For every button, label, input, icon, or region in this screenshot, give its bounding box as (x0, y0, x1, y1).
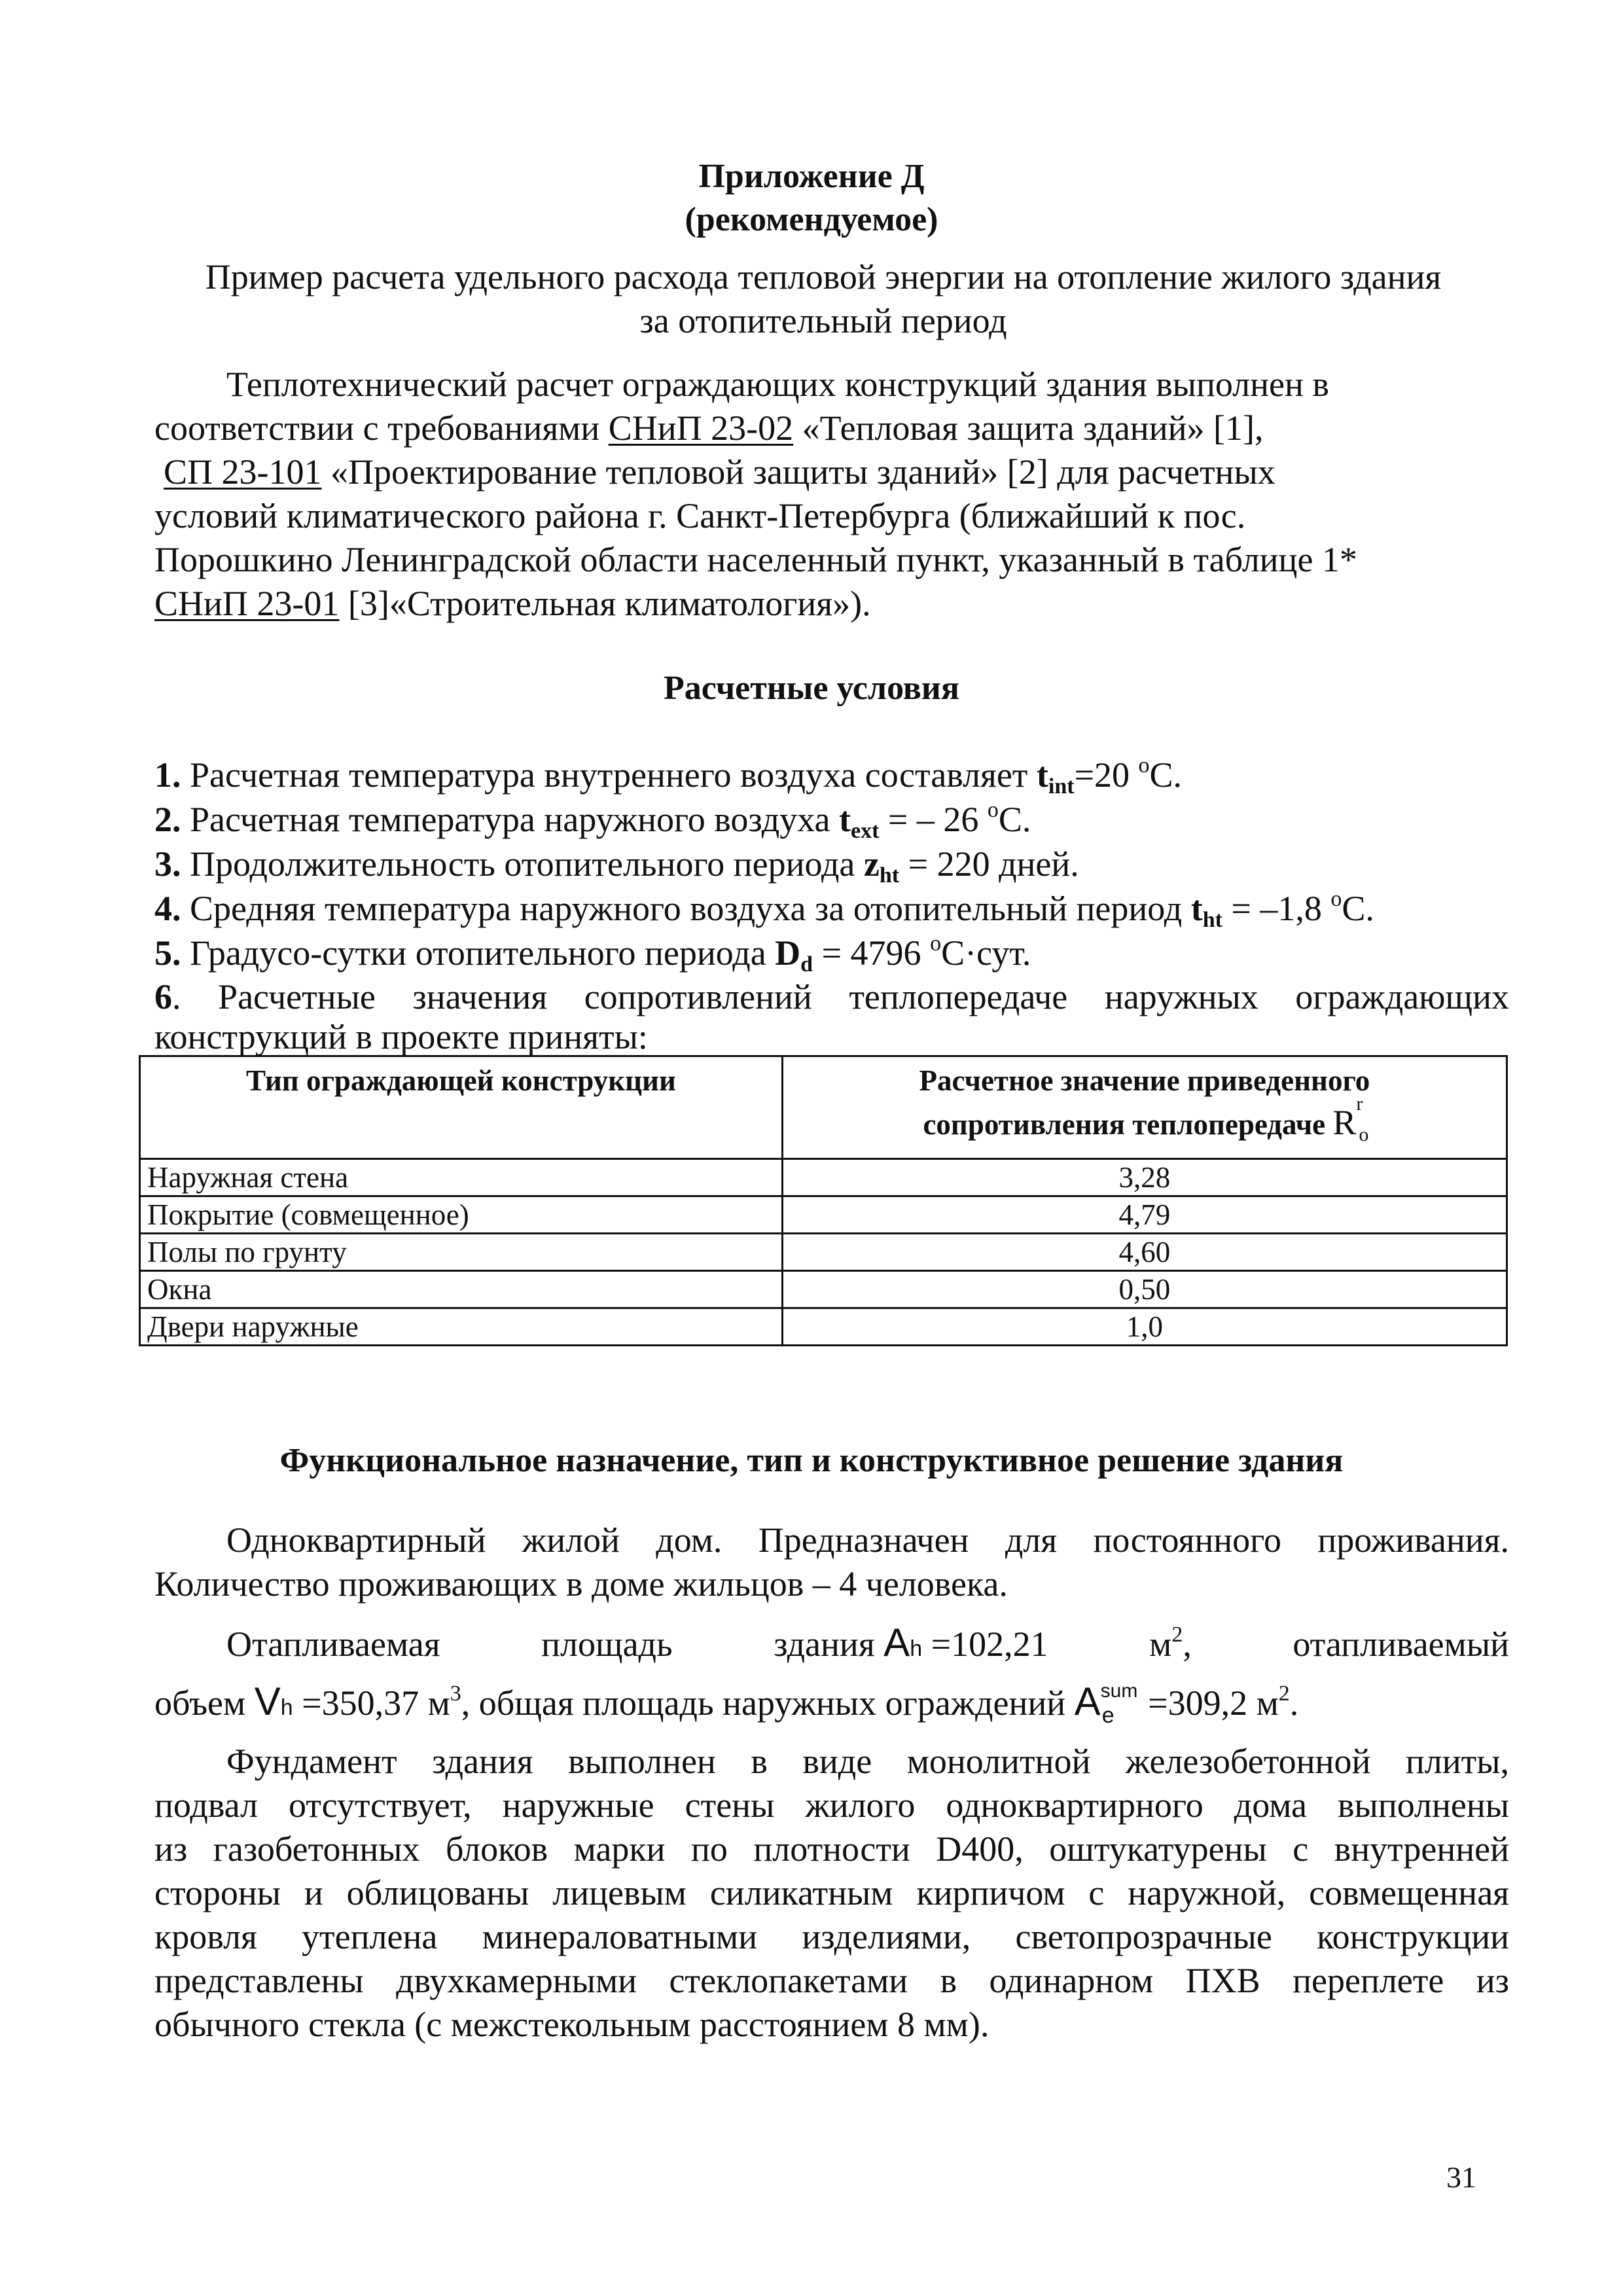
intro-line-1: Теплотехнический расчет ограждающих конструкций здания выполнен в (226, 365, 1329, 404)
appendix-subtitle: (рекомендуемое) (685, 201, 938, 238)
item-symbol: z (863, 844, 880, 884)
item-text: Градусо-сутки отопительного периода (181, 933, 776, 973)
cell-value: 4,79 (782, 1196, 1507, 1234)
ae-letter: A (1074, 1679, 1101, 1723)
appendix-title: Приложение Д (698, 158, 925, 195)
header-text: сопротивления теплопередаче (923, 1108, 1333, 1141)
table-row (140, 1196, 1507, 1234)
item-number: 6 (154, 977, 172, 1016)
item-unit: С. (1149, 755, 1183, 795)
functional-paragraph-4 (154, 1740, 1509, 2047)
ae-value: =309,2 м (1139, 1683, 1279, 1723)
item-value: = 220 дней. (899, 844, 1079, 884)
intro-line-3 (154, 450, 1509, 494)
intro-line-5: Порошкино Ленинградской области населенный пункт, указанный в таблице 1* (154, 540, 1357, 579)
item-value: = –1,8 (1222, 889, 1331, 928)
ae-symbol (1074, 1679, 1138, 1728)
intro-text: [3]«Строительная климатология»). (339, 584, 871, 623)
area-word-4: отапливаемый (1293, 1624, 1509, 1664)
item-symbol: t (839, 800, 851, 839)
ah-value: =102,21 (922, 1624, 1048, 1664)
table-row (140, 1308, 1507, 1346)
item-symbol: D (775, 933, 801, 973)
degree-mark: o (1138, 753, 1150, 778)
cell-value: 0,50 (782, 1271, 1507, 1308)
area-word-1: Отапливаемая (226, 1624, 440, 1664)
r-symbol (1332, 1093, 1369, 1145)
item-number: 5. (154, 933, 181, 973)
r-letter: R (1332, 1103, 1357, 1142)
cell-type: Наружная стена (140, 1159, 783, 1196)
p4-line: Фундамент здания выполнен в виде монолитной железобетонной плиты, (226, 1742, 1509, 1781)
intro-text: соответствии с требованиями (154, 408, 609, 448)
area-word-3-with-value (774, 1621, 1048, 1671)
snip-23-01-link[interactable]: СНиП 23-01 (154, 584, 340, 623)
cell-value: 1,0 (782, 1308, 1507, 1346)
area-unit (1149, 1623, 1192, 1666)
intro-text: «Тепловая защита зданий» [1], (793, 408, 1264, 448)
item-value: = – 26 (879, 800, 988, 839)
item-symbol-sub: ext (851, 819, 880, 843)
item-text: Продолжительность отопительного периода (181, 844, 864, 884)
snip-23-02-link[interactable]: СНиП 23-02 (608, 408, 794, 448)
r-sup: r (1356, 1093, 1363, 1115)
condition-item (154, 753, 1509, 797)
condition-item (154, 842, 1509, 886)
p1-line-1: Одноквартирный жилой дом. Предназначен для постоянного проживания. (226, 1520, 1509, 1560)
p4-line: кровля утеплена минераловатными изделиями, светопрозрачные конструкции (154, 1917, 1509, 1956)
item-value: = 4796 (813, 933, 931, 973)
condition-item-6-line-1 (154, 975, 1509, 1018)
header-value-line-1: Расчетное значение приведенного (919, 1064, 1370, 1097)
unit-m: м (1149, 1624, 1172, 1664)
vh-value: =350,37 м (293, 1683, 450, 1723)
p1-line-2: Количество проживающих в доме жильцов – 4 человека. (154, 1564, 1008, 1604)
vh-unit-sup: 3 (450, 1681, 461, 1706)
item-unit: С·сут. (941, 933, 1031, 973)
item-symbol-sub: int (1048, 774, 1075, 798)
item-symbol: t (1190, 889, 1203, 928)
table-header-type: Тип ограждающей конструкции (140, 1056, 783, 1159)
functional-paragraph-1 (154, 1518, 1509, 1606)
vh-symbol: V (254, 1679, 281, 1723)
item-text: Расчетная температура внутреннего воздуха составляет (181, 755, 1037, 795)
table-row (140, 1234, 1507, 1271)
condition-item (154, 931, 1509, 975)
conditions-heading: Расчетные условия (664, 670, 959, 707)
ah-symbol: A (883, 1621, 910, 1664)
p4-line: стороны и облицованы лицевым силикатным кирпичом с наружной, совмещенная (154, 1873, 1509, 1912)
ah-sub: h (910, 1636, 923, 1661)
degree-mark: o (1330, 887, 1342, 911)
item-unit: С. (1342, 889, 1374, 928)
volume-line (154, 1679, 1509, 1730)
item-symbol-sub: ht (1202, 908, 1222, 932)
degree-mark: o (987, 798, 999, 822)
appendix-heading-line-1: Пример расчета удельного расхода тепловой энергии на отопление жилого здания (205, 257, 1442, 296)
item-number: 3. (154, 844, 181, 884)
cell-type: Двери наружные (140, 1308, 783, 1346)
sp-23-101-link[interactable]: СП 23-101 (164, 452, 322, 492)
header-value-line-2 (790, 1093, 1499, 1149)
resistance-table (139, 1055, 1508, 1346)
page-number: 31 (1446, 2161, 1476, 2194)
intro-line-2 (154, 406, 1509, 450)
table-header-value (782, 1056, 1507, 1159)
vh-sub: h (280, 1695, 293, 1720)
volume-word: объем (154, 1683, 255, 1723)
unit-comma: , (1183, 1624, 1192, 1664)
intro-line-6 (154, 582, 1509, 626)
cell-value: 4,60 (782, 1234, 1507, 1271)
appendix-heading (139, 255, 1508, 343)
volume-mid-text: , общая площадь наружных ограждений (461, 1683, 1075, 1723)
condition-item-6-line-2: конструкций в проекте приняты: (154, 1017, 648, 1056)
appendix-heading-line-2: за отопительный период (639, 301, 1007, 340)
volume-end: . (1289, 1683, 1299, 1723)
item-text: . Расчетные значения сопротивлений теплопередаче наружных ограждающих (172, 977, 1509, 1016)
item-number: 4. (154, 889, 181, 928)
item-unit: С. (998, 800, 1031, 839)
intro-line-4: условий климатического района г. Санкт-Петербурга (ближайший к пос. (154, 496, 1246, 535)
cell-type: Полы по грунту (140, 1234, 783, 1271)
item-symbol-sub: ht (879, 863, 900, 888)
ae-sup: sum (1100, 1680, 1138, 1702)
cell-value: 3,28 (782, 1159, 1507, 1196)
p4-line: представлены двухкамерными стеклопакетами в одинарном ПХВ переплете из (154, 1961, 1509, 2000)
item-symbol-sub: d (800, 952, 813, 977)
item-text: Средняя температура наружного воздуха за отопительный период (181, 889, 1191, 928)
cell-type: Окна (140, 1271, 783, 1308)
ae-sub: e (1101, 1703, 1115, 1728)
p4-line: подвал отсутствует, наружные стены жилого одноквартирного дома выполнены (154, 1785, 1509, 1825)
conditions-list (154, 753, 1509, 1055)
area-line (226, 1621, 1509, 1671)
item-text: Расчетная температура наружного воздуха (181, 800, 840, 839)
area-word-3: здания (774, 1624, 875, 1664)
item-symbol: t (1036, 755, 1048, 795)
r-sub: o (1359, 1124, 1369, 1145)
ae-unit-sup: 2 (1278, 1681, 1290, 1706)
unit-sup: 2 (1171, 1623, 1183, 1647)
condition-item (154, 886, 1509, 931)
intro-text: «Проектирование тепловой защиты зданий» [2] для расчетных (321, 452, 1275, 492)
table-row (140, 1159, 1507, 1196)
p4-line: из газобетонных блоков марки по плотности D400, оштукатурены с внутренней (154, 1829, 1509, 1869)
cell-type: Покрытие (совмещенное) (140, 1196, 783, 1234)
area-word-2: площадь (541, 1624, 673, 1664)
table-header-row (140, 1056, 1507, 1159)
table-row (140, 1271, 1507, 1308)
item-value: =20 (1074, 755, 1139, 795)
p4-line-last: обычного стекла (с межстекольным расстоянием 8 мм). (154, 2005, 990, 2044)
functional-heading: Функциональное назначение, тип и конструктивное решение здания (279, 1442, 1344, 1479)
condition-item (154, 797, 1509, 842)
intro-paragraph (154, 363, 1509, 626)
item-number: 1. (154, 755, 181, 795)
degree-mark: o (930, 931, 942, 956)
item-number: 2. (154, 800, 181, 839)
